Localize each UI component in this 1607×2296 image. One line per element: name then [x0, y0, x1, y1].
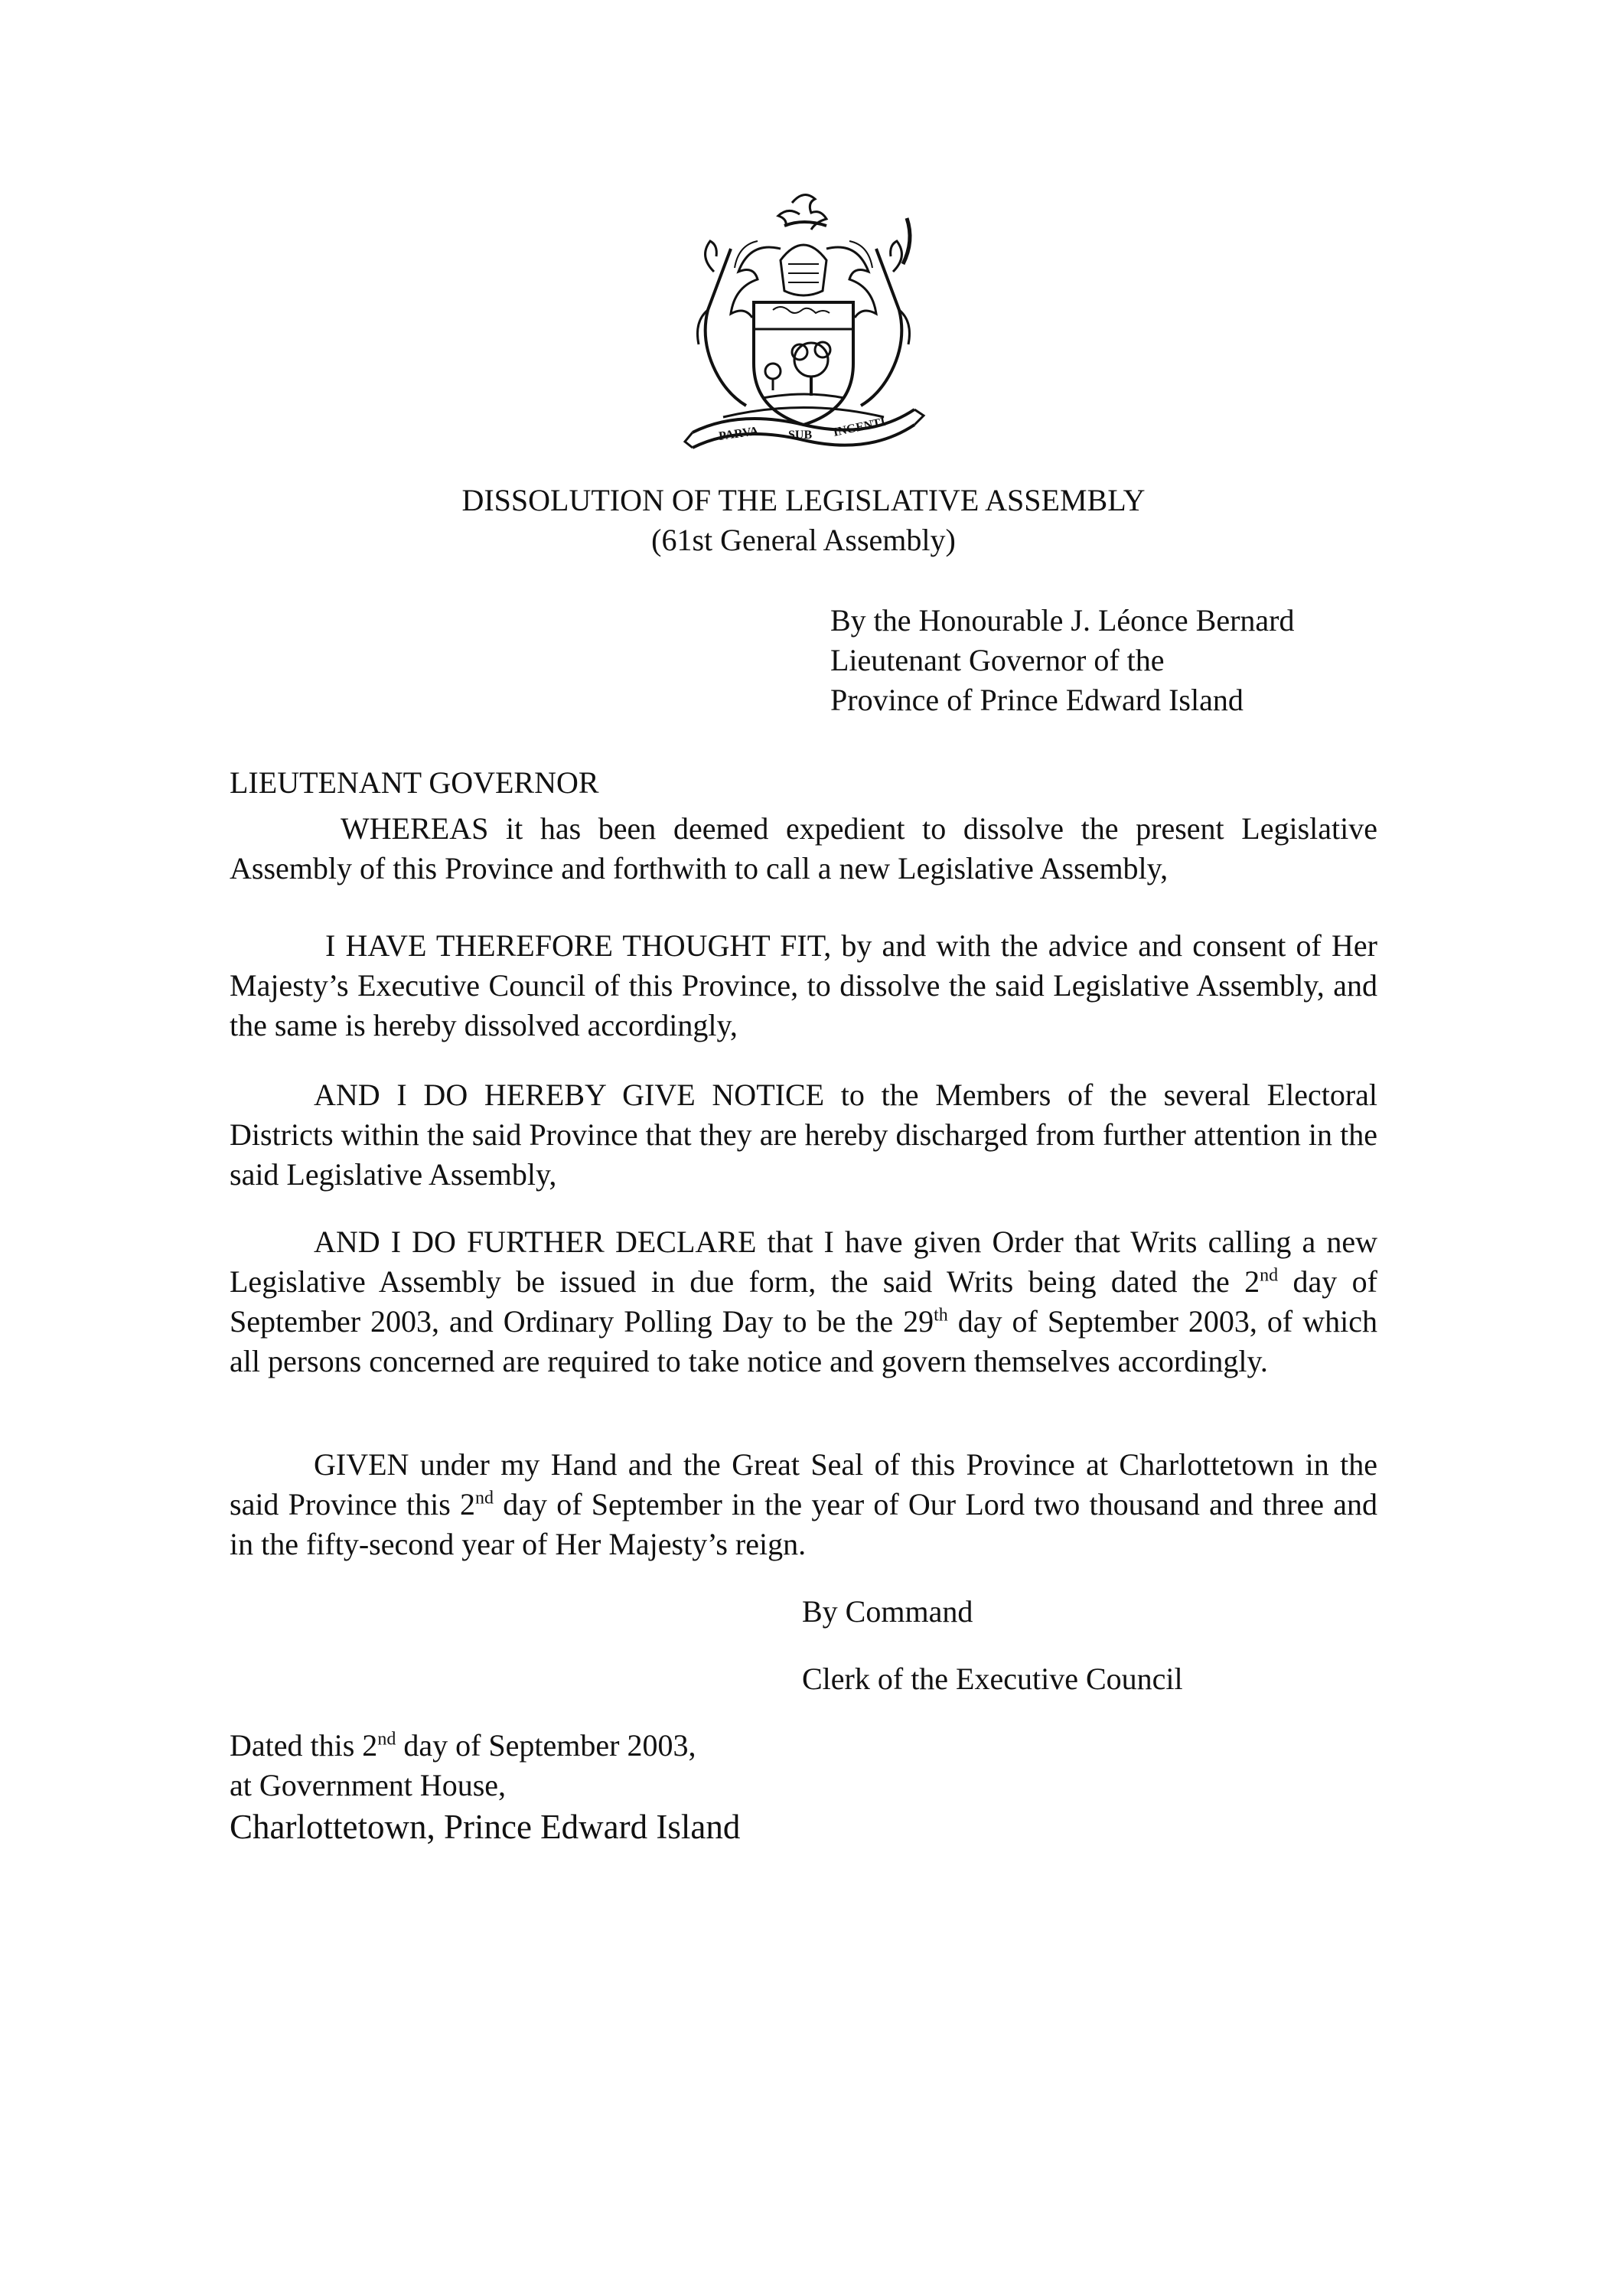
given-part-a: GIVEN under my Hand and the Great Seal of this Province at Charlottetown in the said Province this 2 — [230, 1447, 1377, 1521]
dated-line-3: Charlottetown, Prince Edward Island — [230, 1808, 741, 1846]
issuer-line-2: Lieutenant Governor of the — [830, 643, 1165, 677]
issuer-block — [830, 601, 1294, 720]
paragraph-whereas — [230, 809, 1377, 889]
paragraph-declare — [230, 1222, 1377, 1381]
declare-part-b: day of September 2003, and Ordinary Polling Day to be the 29 — [230, 1264, 1377, 1339]
document-title: DISSOLUTION OF THE LEGISLATIVE ASSEMBLY — [461, 483, 1146, 517]
motto-word-2: SUB — [788, 429, 813, 442]
paragraph-given-text — [230, 1445, 1377, 1564]
given-sup: nd — [475, 1488, 494, 1508]
issuer-line-1: By the Honourable J. Léonce Bernard — [830, 603, 1295, 638]
by-command: By Command — [802, 1594, 973, 1629]
paragraph-declare-text — [230, 1222, 1377, 1381]
motto-word-3: INGENTI — [832, 415, 887, 439]
dated-line-1-b: day of September 2003, — [396, 1728, 696, 1763]
issuer-line-3: Province of Prince Edward Island — [830, 683, 1244, 717]
declare-part-c: day of September 2003, of which all persons concerned are required to take notice and govern themselves accordingly. — [230, 1304, 1377, 1378]
given-part-b: day of September in the year of Our Lord two thousand and three and in the fifty-second year of Her Majesty’s reign. — [230, 1487, 1377, 1561]
paragraph-notice-text: AND I DO HEREBY GIVE NOTICE to the Members of the several Electoral Districts within the said Province that they are hereby discharged from further attention in the said Legislative Assembly, — [230, 1078, 1377, 1192]
lieutenant-governor-heading: LIEUTENANT GOVERNOR — [230, 765, 599, 800]
declare-sup-1: nd — [1260, 1265, 1279, 1286]
paragraph-therefore-text: I HAVE THEREFORE THOUGHT FIT, by and with the advice and consent of Her Majesty’s Executive Council of this Province, to dissolve the said Legislative Assembly, and the same is hereby dissolved accordingly, — [230, 928, 1377, 1042]
clerk-signature-line: Clerk of the Executive Council — [802, 1662, 1183, 1696]
paragraph-therefore — [230, 926, 1377, 1045]
declare-part-a: AND I DO FURTHER DECLARE that I have given Order that Writs calling a new Legislative Assembly be issued in due form, the said Writs being dated the 2 — [230, 1225, 1377, 1299]
motto-word-1: PARVA — [718, 424, 760, 443]
declare-sup-2: th — [934, 1305, 948, 1326]
dated-line-1-a: Dated this 2 — [230, 1728, 378, 1763]
paragraph-whereas-text: WHEREAS it has been deemed expedient to dissolve the present Legislative Assembly of this Province and forthwith to call a new Legislative Assembly, — [230, 811, 1377, 885]
coat-of-arms — [677, 188, 930, 452]
document-subtitle: (61st General Assembly) — [651, 523, 956, 557]
dated-line-1-sup: nd — [377, 1729, 396, 1750]
dated-line-1 — [230, 1726, 740, 1766]
paragraph-given — [230, 1445, 1377, 1564]
dated-block — [230, 1726, 740, 1848]
dated-line-2: at Government House, — [230, 1768, 507, 1802]
paragraph-notice — [230, 1075, 1377, 1195]
